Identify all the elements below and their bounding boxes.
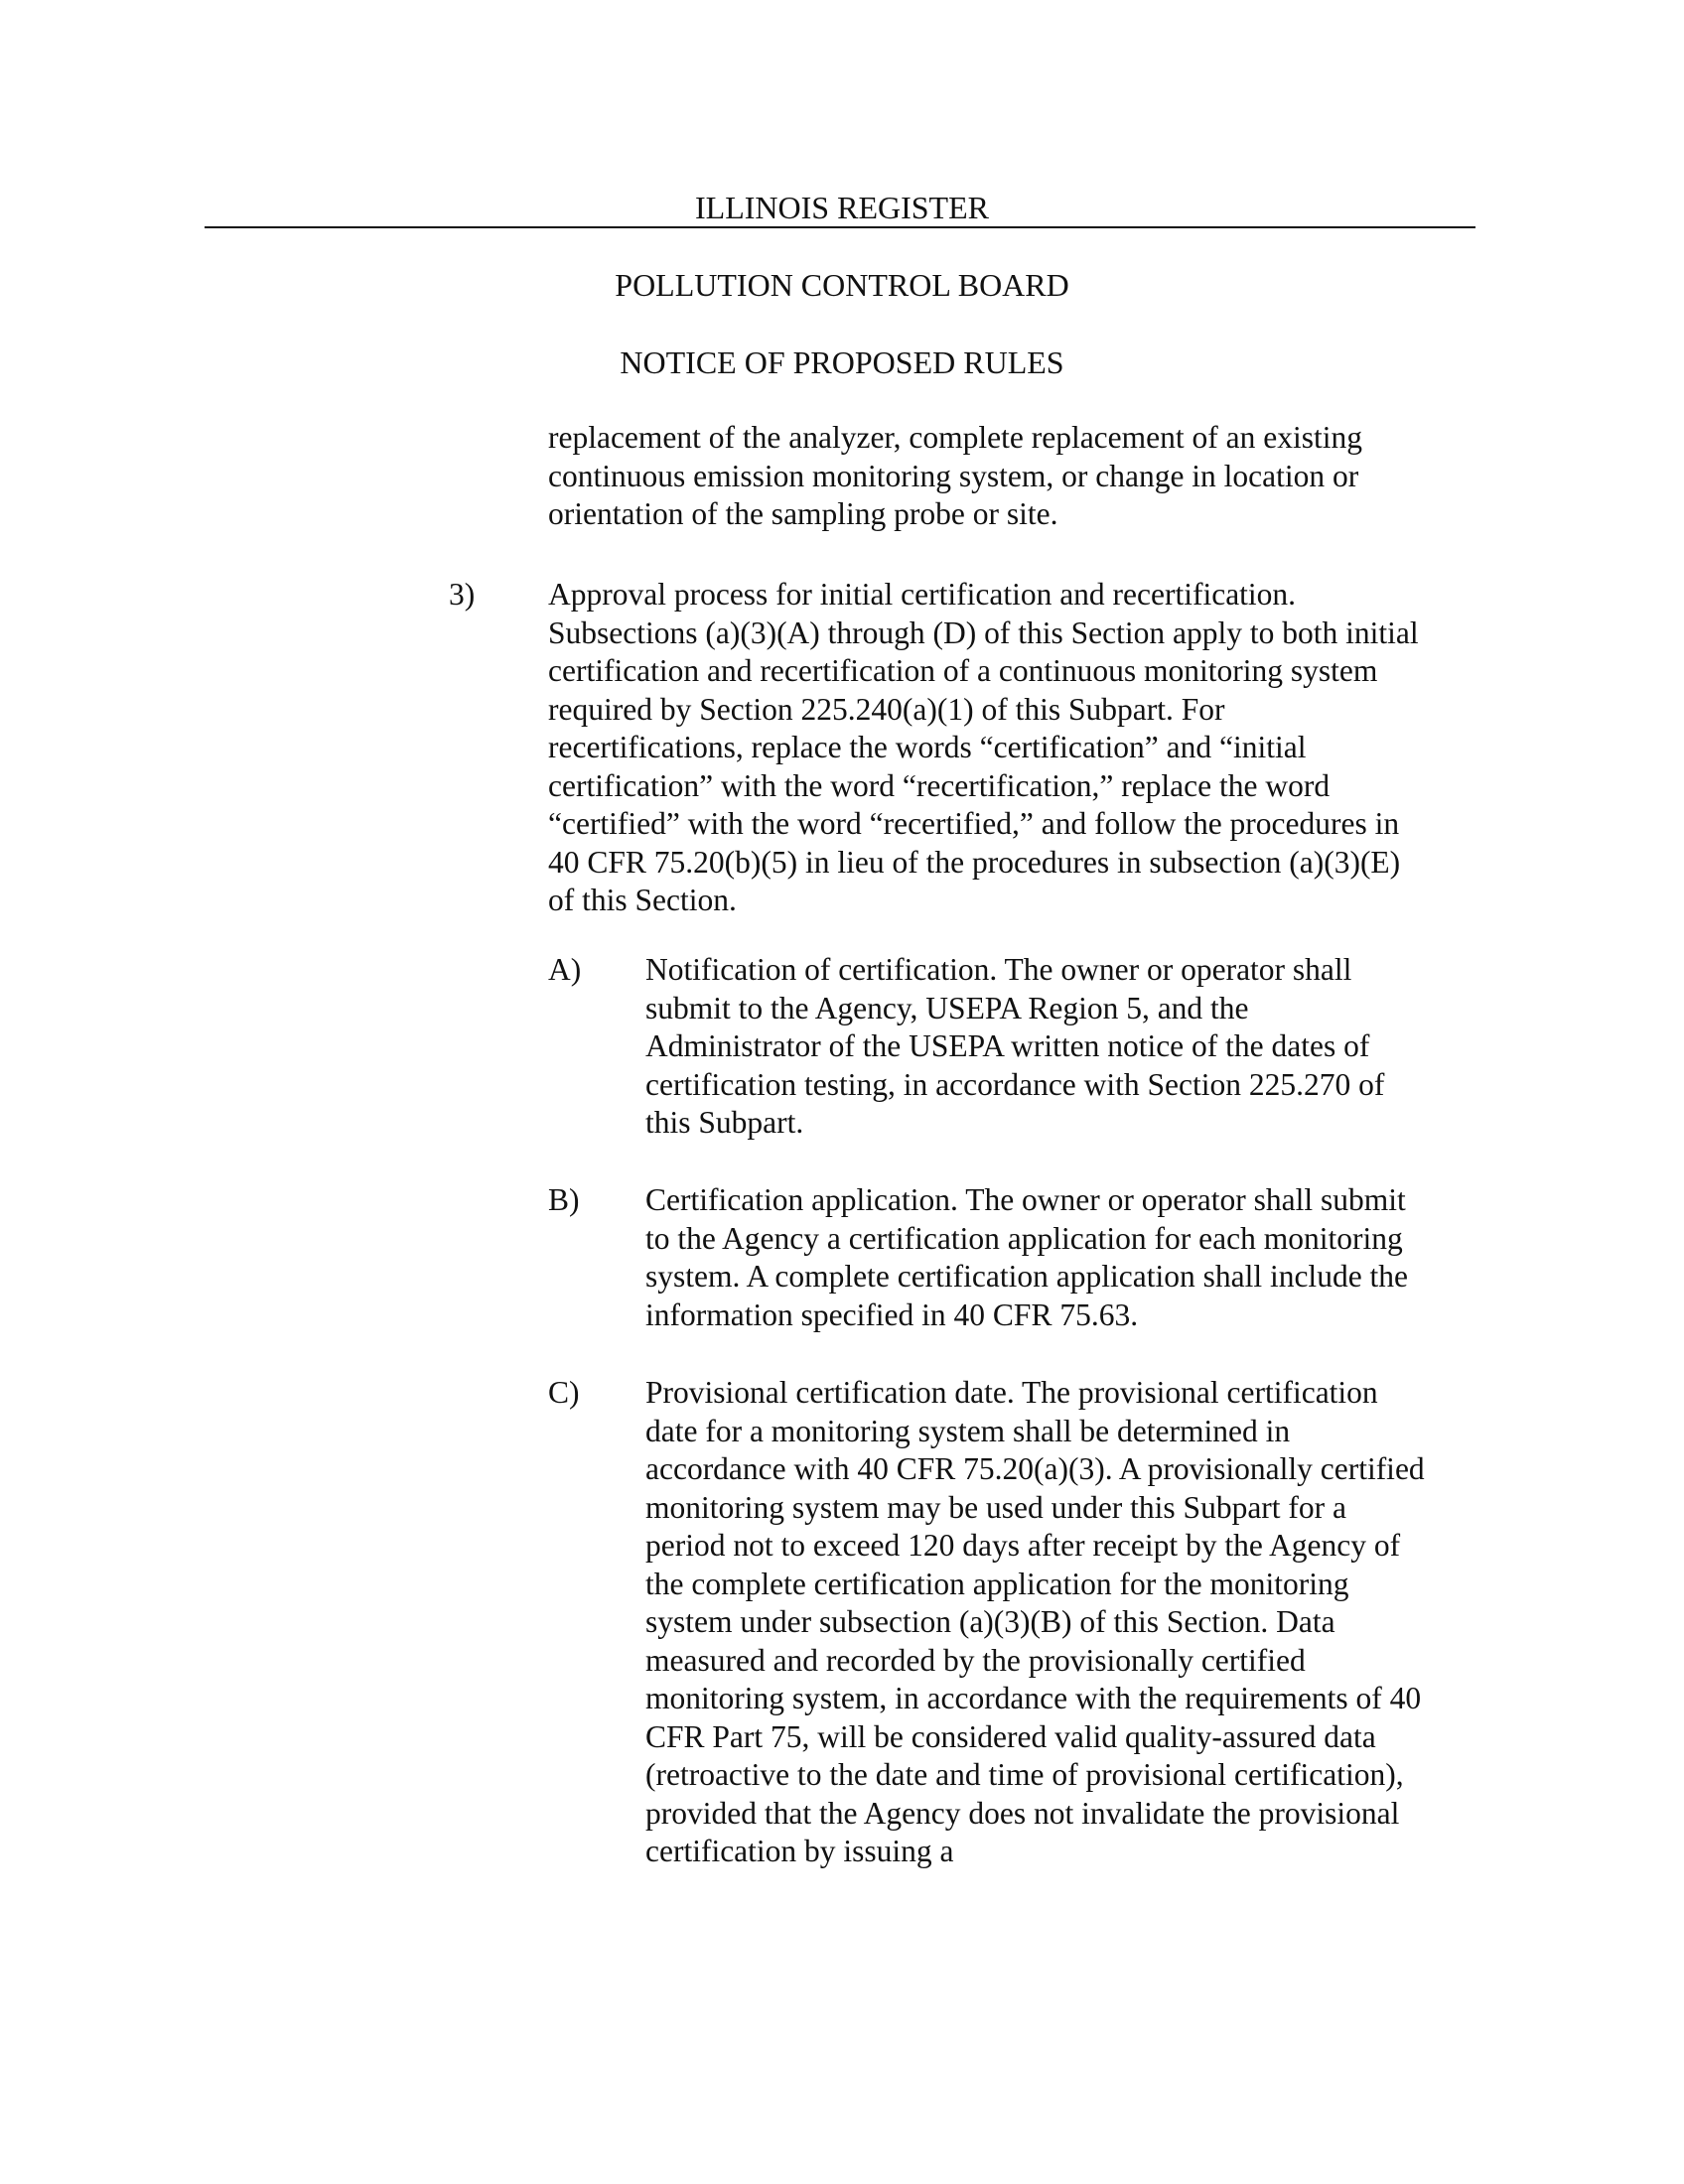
agency-heading: POLLUTION CONTROL BOARD xyxy=(615,267,1069,303)
continuation-paragraph: replacement of the analyzer, complete replacement of an existing continuous emission monitoring system, or change in location or orientation of the sampling probe or site. xyxy=(548,420,1362,531)
item-a-marker: A) xyxy=(548,952,582,987)
register-title: ILLINOIS REGISTER xyxy=(695,190,989,225)
notice-heading: NOTICE OF PROPOSED RULES xyxy=(620,344,1064,380)
header-rule xyxy=(205,226,1475,228)
item-c-text: Provisional certification date. The provisional certification date for a monitoring system shall be determined in accordance with 40 CFR 75.20(a)(3). A provisionally certified monitoring system may be used under this Subpart for a period not to exceed 120 days after receipt by the Agency of the complete certification application for the monitoring system under subsection (a)(3)(B) of this Section. Data measured and recorded by the provisionally certified monitoring system, in accordance with the requirements of 40 CFR Part 75, will be considered valid quality-assured data (retroactive to the date and time of provisional certification), provided that the Agency does not invalidate the provisional certification by issuing a xyxy=(645,1375,1425,1868)
item-b-marker: B) xyxy=(548,1182,580,1217)
item-c-marker: C) xyxy=(548,1375,580,1410)
item-3-marker: 3) xyxy=(449,577,476,612)
item-b-text: Certification application. The owner or operator shall submit to the Agency a certification application for each monitoring system. A complete certification application shall include the information specified in 40 CFR 75.63. xyxy=(645,1182,1409,1332)
item-a-text: Notification of certification. The owner or operator shall submit to the Agency, USEPA Region 5, and the Administrator of the USEPA written notice of the dates of certification testing, in accordance with Section 225.270 of this Subpart. xyxy=(645,952,1385,1140)
item-3-text: Approval process for initial certification and recertification. Subsections (a)(3)(A) through (D) of this Section apply to both initial certification and recertification of a continuous monitoring system required by Section 225.240(a)(1) of this Subpart. For recertifications, replace the words “certification” and “initial certification” with the word “recertification,” replace the word “certified” with the word “recertified,” and follow the procedures in 40 CFR 75.20(b)(5) in lieu of the procedures in subsection (a)(3)(E) of this Section. xyxy=(548,577,1419,917)
